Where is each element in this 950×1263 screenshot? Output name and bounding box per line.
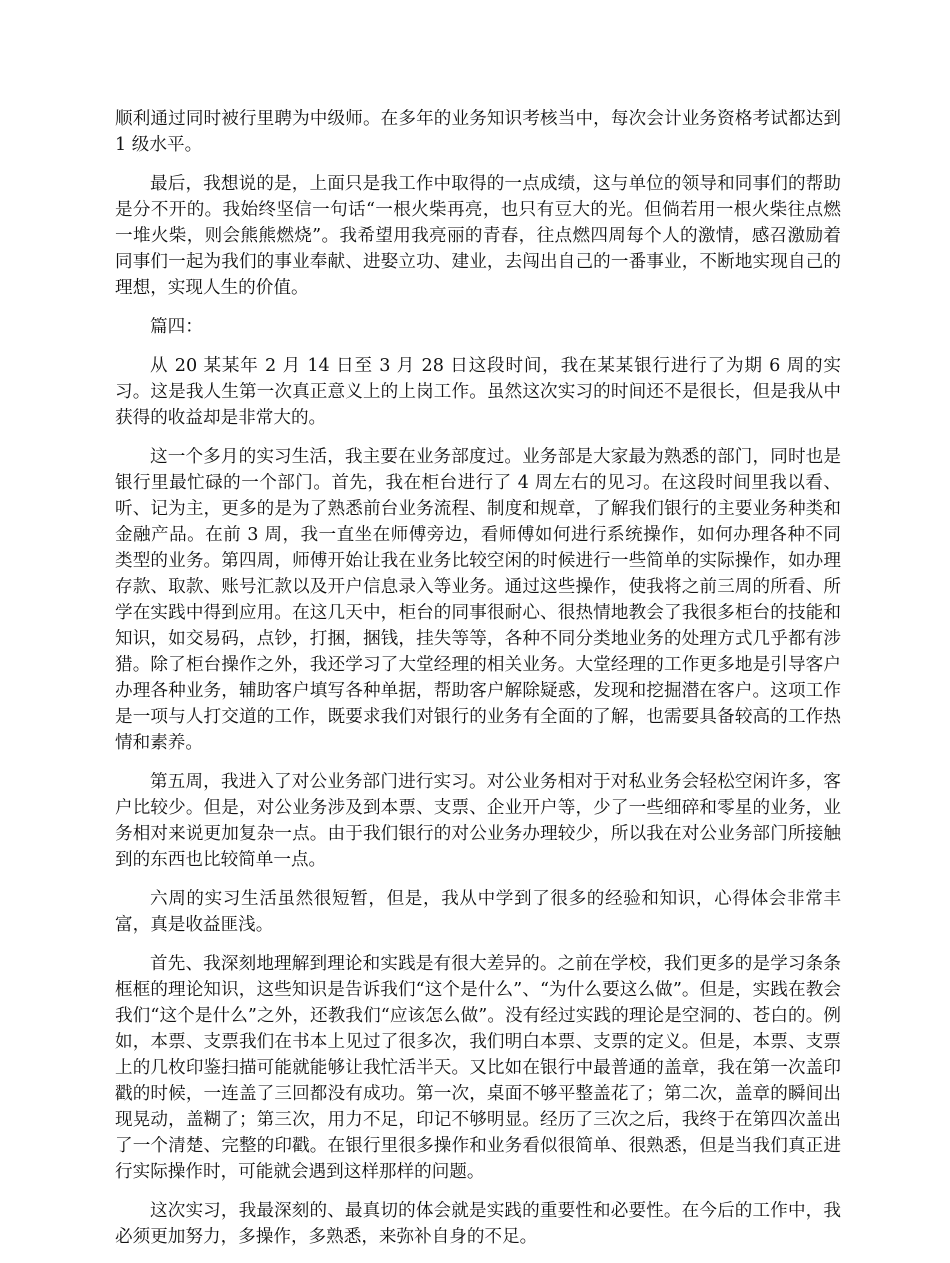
document-page bbox=[115, 106, 841, 1263]
paragraph-fifth-week: 第五周，我进入了对公业务部门进行实习。对公业务相对于对私业务会轻松空闲许多，客户比较少。但是，对公业务涉及到本票、支票、企业开户等，少了一些细碎和零星的业务，业务相对来说更加复杂一点。由于我们银行的对公业务办理较少，所以我在对公业务部门所接触到的东西也比较简单一点。 bbox=[115, 772, 841, 870]
section-heading-part-four: 篇四： bbox=[150, 317, 203, 337]
paragraph-internship-period: 从 20 某某年 2 月 14 日至 3 月 28 日这段时间，我在某某银行进行了为期 6 周的实习。这是我人生第一次真正意义上的上岗工作。虽然这次实习的时间还不是很长，但是我从中获得的收益却是非常大的。 bbox=[115, 356, 841, 428]
paragraph-closing-thanks: 最后，我想说的是，上面只是我工作中取得的一点成绩，这与单位的领导和同事们的帮助是分不开的。我始终坚信一句话“一根火柴再亮，也只有豆大的光。但倘若用一根火柴往点燃一堆火柴，则会熊熊燃烧”。我希望用我亮丽的青春，往点燃四周每个人的激情，感召激励着同事们一起为我们的事业奉献、进娶立功、建业，去闯出自己的一番事业，不断地实现自己的理想，实现人生的价值。 bbox=[115, 174, 841, 298]
paragraph-final-reflection: 这次实习，我最深刻的、最真切的体会就是实践的重要性和必要性。在今后的工作中，我必须更加努力，多操作，多熟悉，来弥补自身的不足。 bbox=[115, 1201, 841, 1247]
paragraph-business-department: 这一个多月的实习生活，我主要在业务部度过。业务部是大家最为熟悉的部门，同时也是银行里最忙碌的一个部门。首先，我在柜台进行了 4 周左右的见习。在这段时间里我以看、听、记为主，更多的是为了熟悉前台业务流程、制度和规章，了解我们银行的主要业务种类和金融产品。在前 3 周，我一直坐在师傅旁边，看师傅如何进行系统操作，如何办理各种不同类型的业务。第四周，师傅开始让我在业务比较空闲的时候进行一些简单的实际操作，如办理存款、取款、账号汇款以及开户信息录入等业务。通过这些操作，使我将之前三周的所看、所学在实践中得到应用。在这几天中，柜台的同事很耐心、很热情地教会了我很多柜台的技能和知识，如交易码，点钞，打捆，捆钱，挂失等等，各种不同分类地业务的处理方式几乎都有涉猎。除了柜台操作之外，我还学习了大堂经理的相关业务。大堂经理的工作更多地是引导客户办理各种业务，辅助客户填写各种单据，帮助客户解除疑惑，发现和挖掘潜在客户。这项工作是一项与人打交道的工作，既要求我们对银行的业务有全面的了解，也需要具备较高的工作热情和素养。 bbox=[115, 447, 841, 753]
paragraph-six-weeks-summary: 六周的实习生活虽然很短暂，但是，我从中学到了很多的经验和知识，心得体会非常丰富，真是收益匪浅。 bbox=[115, 889, 841, 935]
paragraph-theory-vs-practice: 首先、我深刻地理解到理论和实践是有很大差异的。之前在学校，我们更多的是学习条条框框的理论知识，这些知识是告诉我们“这个是什么”、“为什么要这么做”。但是，实践在教会我们“这个是什么”之外，还教我们“应该怎么做”。没有经过实践的理论是空洞的、苍白的。例如，本票、支票我们在书本上见过了很多次，我们明白本票、支票的定义。但是，本票、支票上的几枚印鉴扫描可能就能够让我忙活半天。又比如在银行中最普通的盖章，我在第一次盖印戳的时候，一连盖了三回都没有成功。第一次，桌面不够平整盖花了；第二次，盖章的瞬间出现晃动，盖糊了；第三次，用力不足，印记不够明显。经历了三次之后，我终于在第四次盖出了一个清楚、完整的印戳。在银行里很多操作和业务看似很简单、很熟悉，但是当我们真正进行实际操作时，可能就会遇到这样那样的问题。 bbox=[115, 954, 841, 1182]
paragraph-continued-intro: 顺利通过同时被行里聘为中级师。在多年的业务知识考核当中，每次会计业务资格考试都达到 1 级水平。 bbox=[115, 109, 841, 155]
